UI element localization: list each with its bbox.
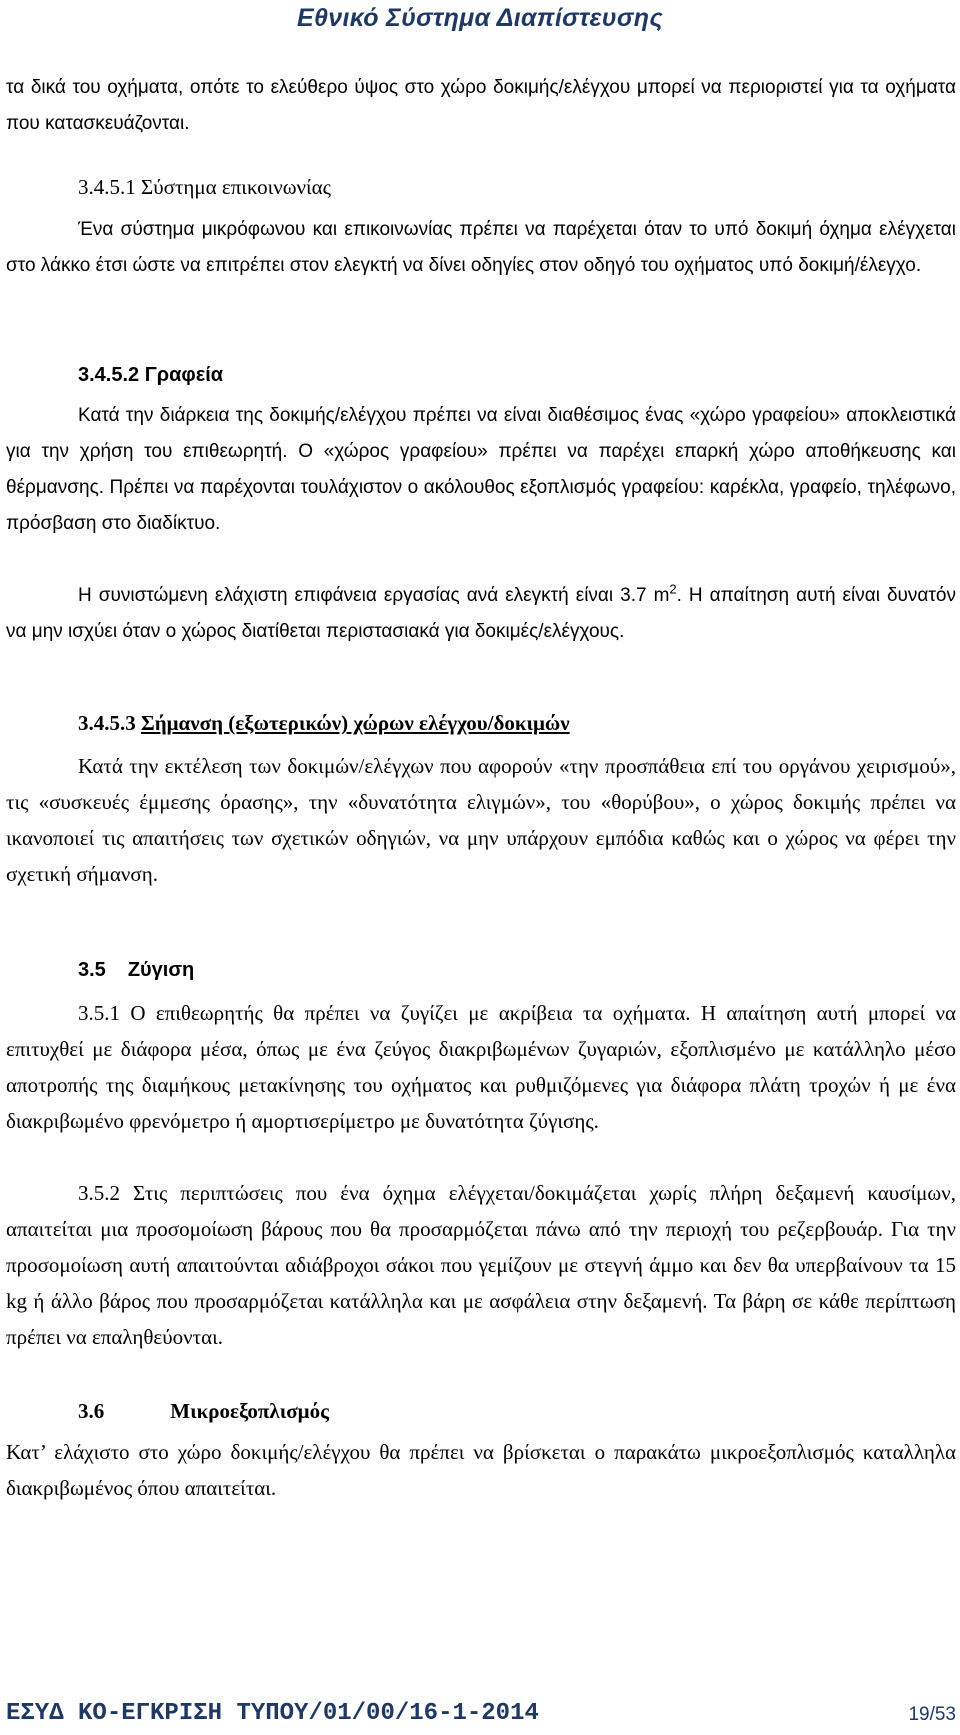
footer-page-number: 19/53 xyxy=(908,1704,956,1725)
section-36-body: Κατ’ ελάχιστο στο χώρο δοκιμής/ελέγχου θα πρέπει να βρίσκεται ο παρακάτω μικροεξοπλισμός καταλληλα διακριβωμένος όπου απαιτείται. xyxy=(6,1440,956,1500)
section-35-title: Ζύγιση xyxy=(127,959,195,981)
page-header-title: Εθνικό Σύστημα Διαπίστευσης xyxy=(297,4,663,32)
section-3451-heading: 3.4.5.1 Σύστημα επικοινωνίας xyxy=(78,175,331,199)
section-352-paragraph: 3.5.2 Στις περιπτώσεις που ένα όχημα ελέγχεται/δοκιμάζεται χωρίς πλήρη δεξαμενή καυσίμων, απαιτείται μια προσομοίωση βάρους που θα προσαρμόζεται πάνω από την περιοχή του ρεζερβουάρ. Για την προσομοίωση αυτή απαιτούνται αδιάβροχοι σάκοι που γεμίζουν με στεγνή άμμο και δεν θα υπερβαίνουν τα 15 kg ή άλλο βάρος που προσαρμόζεται κατάλληλα και με ασφάλεια στην δεξαμενή. Τα βάρη σε κάθε περίπτωση πρέπει να επαληθεύονται. xyxy=(6,1181,956,1349)
section-3452-body-1: Κατά την διάρκεια της δοκιμής/ελέγχου πρέπει να είναι διαθέσιμος ένας «χώρο γραφείου» αποκλειστικά για την χρήση του επιθεωρητή. Ο «χώρος γραφείου» πρέπει να παρέχει επαρκή χώρο αποθήκευσης και θέρμανσης. Πρέπει να παρέχονται τουλάχιστον ο ακόλουθος εξοπλισμός γραφείου: καρέκλα, γραφείο, τηλέφωνο, πρόσβαση στο διαδίκτυο. xyxy=(6,405,956,534)
section-3453-heading xyxy=(78,708,570,738)
section-3451-body: Ένα σύστημα μικρόφωνου και επικοινωνίας πρέπει να παρέχεται όταν το υπό δοκιμή όχημα ελέγχεται στο λάκκο έτσι ώστε να επιτρέπει στον ελεγκτή να δίνει οδηγίες στον οδηγό του οχήματος υπό δοκιμή/έλεγχο. xyxy=(6,219,956,276)
section-36-heading xyxy=(78,1396,329,1426)
section-35-heading xyxy=(78,955,194,985)
body-2-text: Η συνιστώμενη ελάχιστη επιφάνεια εργασίας ανά ελεγκτή είναι 3.7 m xyxy=(78,585,670,606)
section-3453-body: Κατά την εκτέλεση των δοκιμών/ελέγχων που αφορούν «την προσπάθεια επί του οργάνου χειρισμού», τις «συσκευές έμμεσης όρασης», την «δυνατότητα ελιγμών», του «θορύβου», ο χώρος δοκιμής πρέπει να ικανοποιεί τις απαιτήσεις των σχετικών οδηγιών, να μην υπάρχουν εμπόδια καθώς και ο χώρος να φέρει την σχετική σήμανση. xyxy=(6,754,956,886)
section-35-number: 3.5 xyxy=(78,959,106,981)
section-3452-heading: 3.4.5.2 Γραφεία xyxy=(78,364,224,386)
body-2-text-end: . Η απαίτηση αυτή είναι δυνατόν να μην ισχύει όταν ο χώρος διατίθεται περιστασιακά για δοκιμές/ελέγχους. xyxy=(6,585,956,642)
page-footer xyxy=(6,1700,956,1730)
footer-document-code: ΕΣΥΔ ΚΟ-ΕΓΚΡΙΣΗ ΤΥΠΟΥ/01/00/16-1-2014 xyxy=(6,1700,539,1727)
section-3453-title: Σήμανση (εξωτερικών) χώρων ελέγχου/δοκιμών xyxy=(141,711,570,735)
intro-paragraph: τα δικά του οχήματα, οπότε το ελεύθερο ύψος στο χώρο δοκιμής/ελέγχου μπορεί να περιοριστεί για τα οχήματα που κατασκευάζονται. xyxy=(6,77,956,134)
section-351-paragraph: 3.5.1 Ο επιθεωρητής θα πρέπει να ζυγίζει με ακρίβεια τα οχήματα. Η απαίτηση αυτή μπορεί να επιτυχθεί με διάφορα μέσα, όπως με ένα ζεύγος διακριβωμένων ζυγαριών, εξοπλισμένο με κατάλληλο μέσο αποτροπής της διαμήκους μετακίνησης του οχήματος και ρυθμιζόμενες για διάφορα πλάτη τροχών ή με ένα διακριβωμένο φρενόμετρο ή αμορτισερίμετρο με δυνατότητα ζύγισης. xyxy=(6,1001,956,1133)
section-36-number: 3.6 xyxy=(78,1399,105,1423)
section-3453-number: 3.4.5.3 xyxy=(78,711,136,735)
superscript-2: 2 xyxy=(669,581,677,597)
section-36-title: Μικροεξοπλισμός xyxy=(170,1399,329,1423)
section-3452-body-2 xyxy=(6,578,956,650)
